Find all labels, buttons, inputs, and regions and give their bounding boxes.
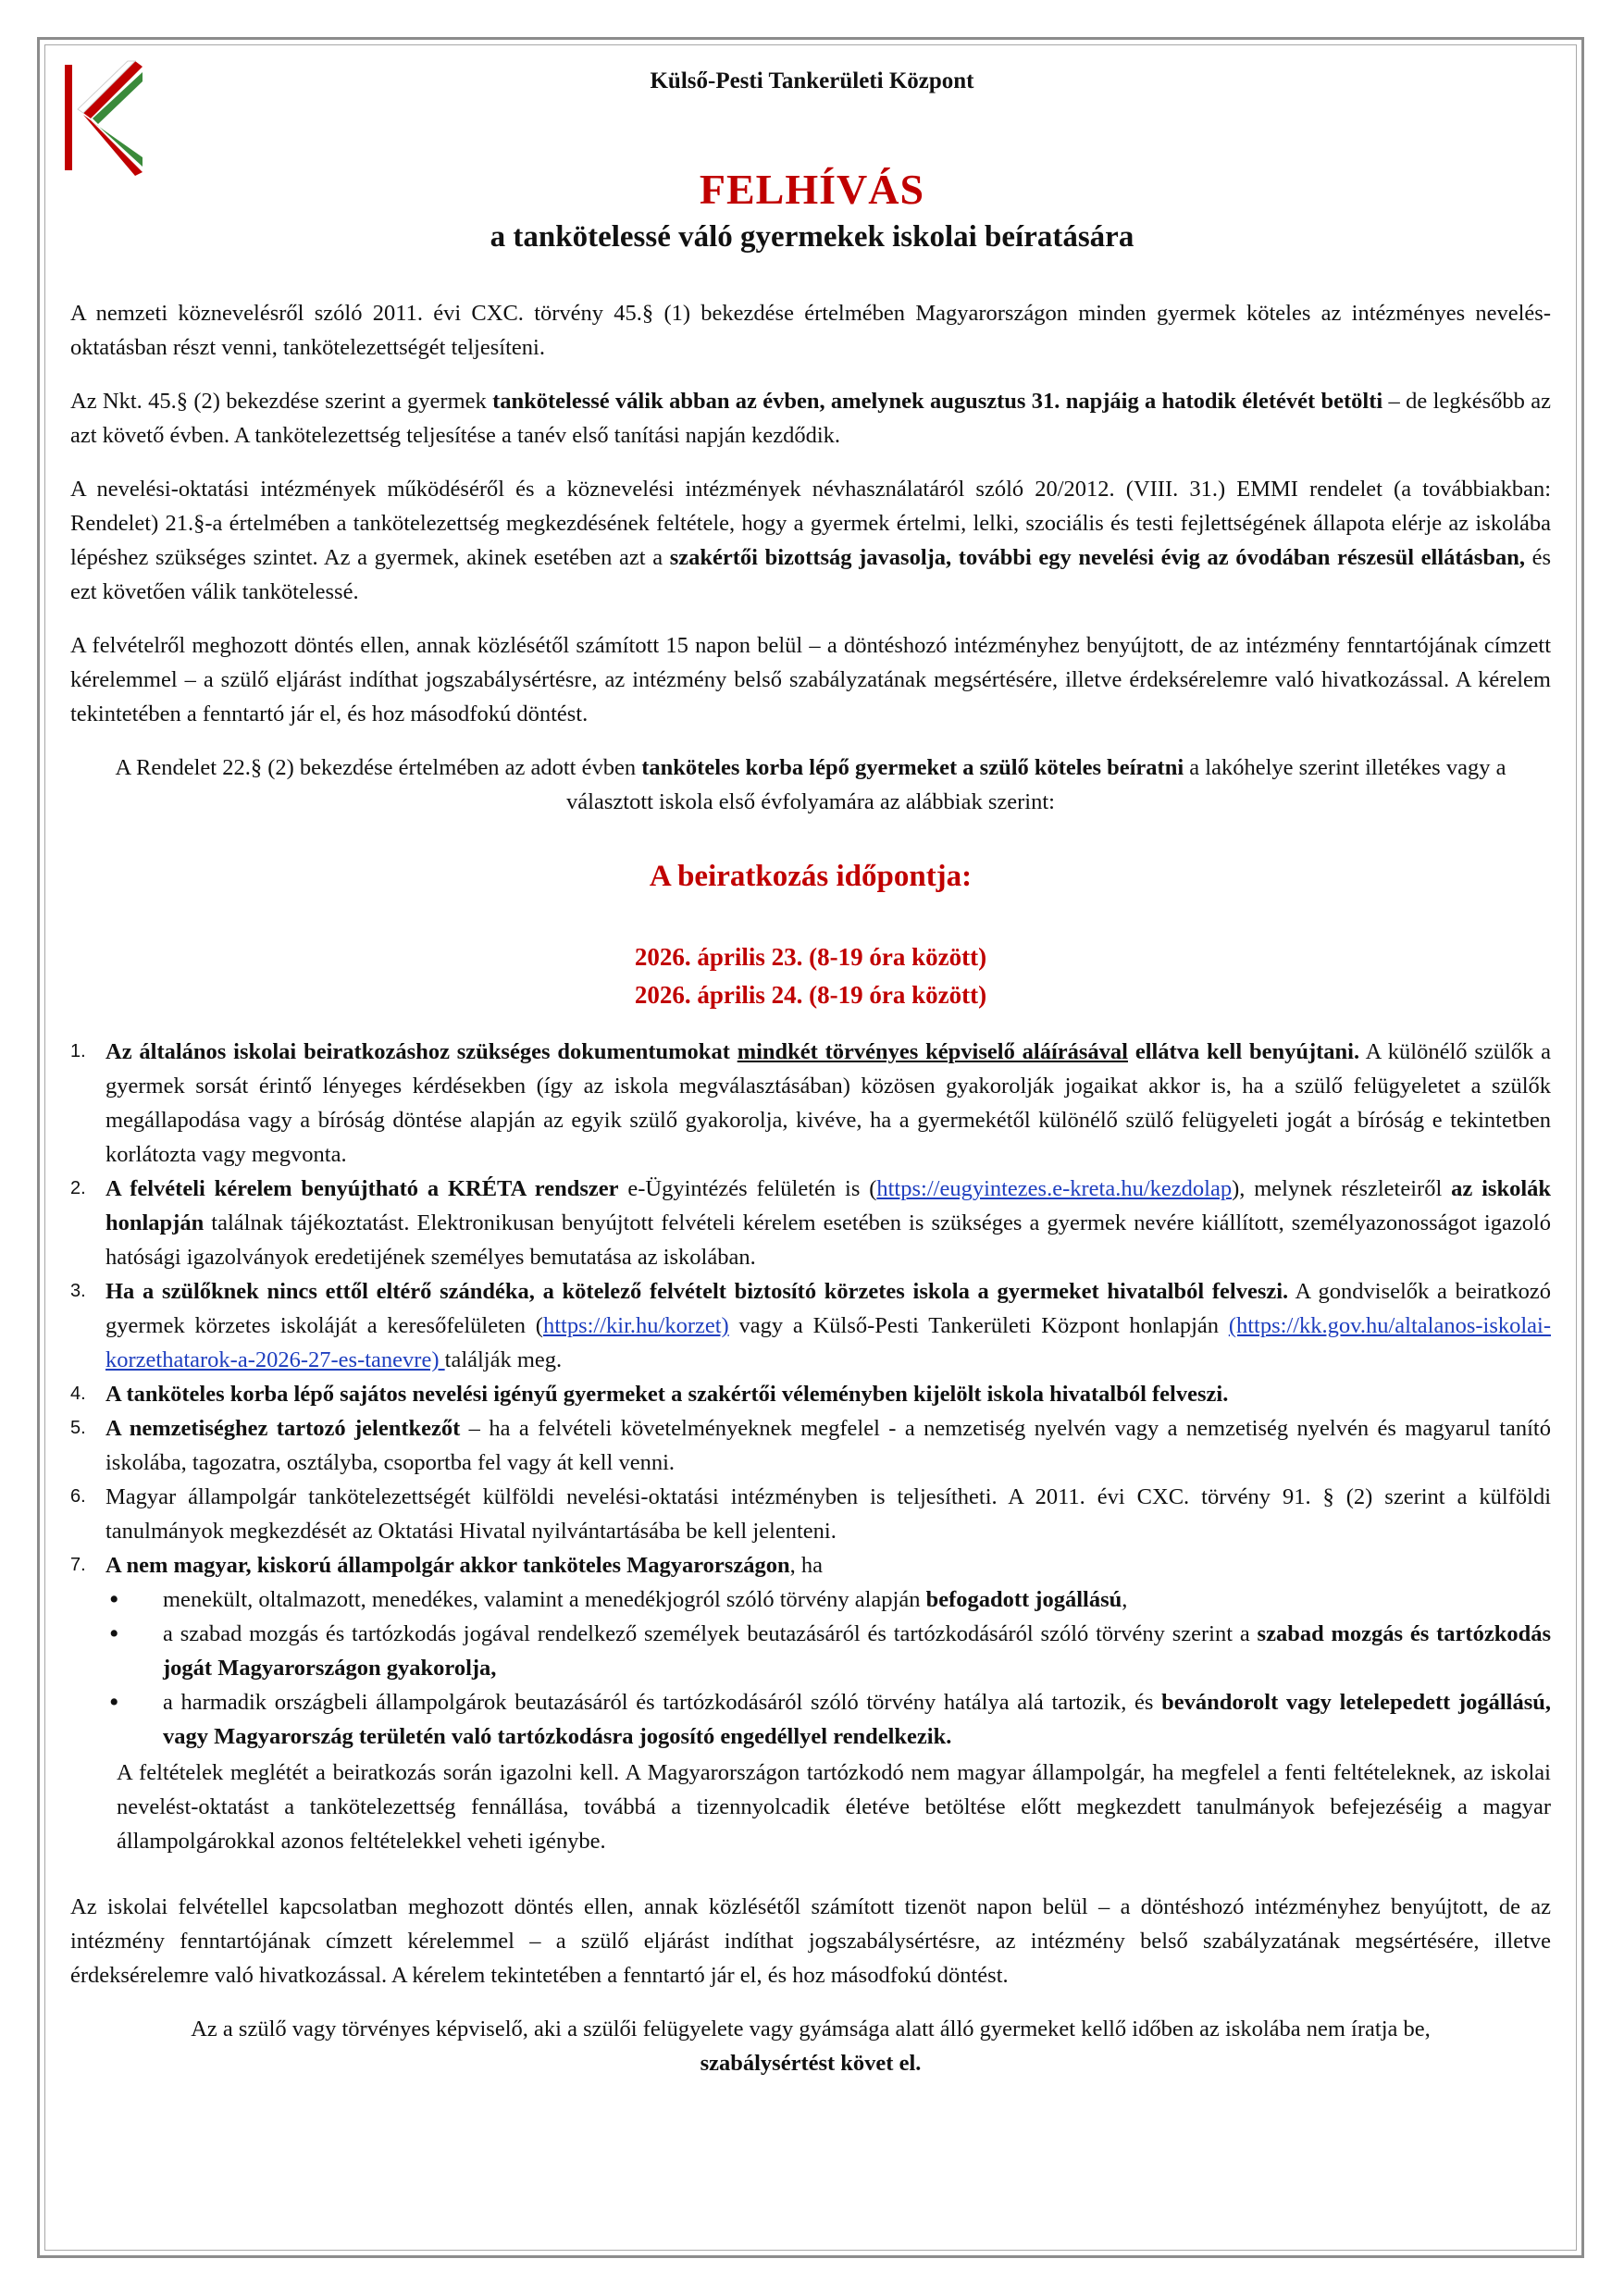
enrollment-date-2: 2026. április 24. (8-19 óra között) [634, 981, 987, 1009]
paragraph-offense: Az a szülő vagy törvényes képviselő, aki a szülői felügyelete vagy gyámsága alatt álló gyermeket kellő időben az iskolába nem íratja be, szabálysértést követ el. [191, 2017, 1431, 2076]
paragraph-enroll-duty: A Rendelet 22.§ (2) bekezdése értelmében az adott évben tanköteles korba lépő gyermeket a szülő köteles beíratni a lakóhelye szerint illetékes vagy a választott iskola első évfolyamára az alábbiak szerint: [115, 755, 1506, 814]
kreta-link[interactable]: https://eugyintezes.e-kreta.hu/kezdolap [876, 1176, 1233, 1201]
enrollment-date-1: 2026. április 23. (8-19 óra között) [634, 943, 987, 971]
list-item-5: 5. A nemzetiséghez tartozó jelentkezőt – ha a felvételi követelményeknek megfelel - a nemzetiség nyelvén vagy a nemzetiség nyelvén és magyarul tanító iskolába, tagozatra, osztályba, csoportba fel vagy át kell venni. [70, 1411, 1551, 1480]
list-item-6: 6. Magyar állampolgár tankötelezettségét külföldi nevelési-oktatási intézményben is teljesítheti. A 2011. évi CXC. törvény 91. § (2) szerint a külföldi tanulmányok megkezdését az Oktatási Hivatal nyilvántartásába be kell jelenteni. [70, 1480, 1551, 1548]
bullet-icon: • [107, 1620, 121, 1647]
paragraph-appeal: Az iskolai felvétellel kapcsolatban meghozott döntés ellen, annak közlésétől számított tizenöt napon belül – a döntéshozó intézményhez benyújtott, de az intézmény fenntartójának címzett kérelemmel – a szülő eljárást indíthat jogszabálysértésre, az intézmény belső szabályzatának megsértésére, illetve érdeksérelemre való hivatkozással. A kérelem tekintetében a fenntartó jár el, és hoz másodfokú döntést. [70, 1894, 1551, 1988]
enrollment-heading: A beiratkozás időpontja: [649, 860, 973, 893]
organization-name: Külső-Pesti Tankerületi Központ [650, 68, 974, 93]
list-number: 5. [70, 1418, 86, 1438]
list-item-2: 2. A felvételi kérelem benyújtható a KRÉTA rendszer e-Ügyintézés felületén is (https://eugyintezes.e-kreta.hu/kezdolap), melynek részleteiről az iskolák honlapján találnak tájékoztatást. Elektronikusan benyújtott felvételi kérelem esetében is szükséges a gyermek nevére kiállított, személyazonosságot igazoló hatósági igazolványok eredetijének személyes bemutatása az iskolában. [70, 1172, 1551, 1274]
page-subtitle: a tankötelessé váló gyermekek iskolai beíratására [490, 220, 1134, 254]
list-number: 7. [70, 1555, 86, 1575]
page-title: FELHÍVÁS [699, 166, 925, 213]
paragraph-rendelet: A nevelési-oktatási intézmények működéséről és a köznevelési intézmények névhasználatáról szóló 20/2012. (VIII. 31.) EMMI rendelet (a továbbiakban: Rendelet) 21.§-a értelmében a tankötelezettség megkezdésének feltétele, hogy a gyermek értelmi, lelki, szociális és testi fejlettségének állapota elérje az iskolába lépéshez szükséges szintet. Az a gyermek, akinek esetében azt a szakértői bizottság javasolja, további egy nevelési évig az óvodában részesül ellátásban, és ezt követően válik tankötelessé. [70, 477, 1551, 604]
list-number: 3. [70, 1281, 86, 1301]
bullet-icon: • [107, 1689, 121, 1716]
list-item-1: 1. Az általános iskolai beiratkozáshoz szükséges dokumentumokat mindkét törvényes képviselő aláírásával ellátva kell benyújtani. A különélő szülők a gyermek sorsát érintő lényeges kérdésekben (így az iskola megválasztásában) közösen gyakorolják jogaikat akkor is, ha a szülő felügyeletet a szülők megállapodása vagy a bíróság döntése alapján az egyik szülő gyakorolja, kivéve, ha a gyermekétől különélő szülő felügyeleti jogát a bíróság e tekintetben korlátozta vagy megvonta. [70, 1035, 1551, 1172]
list-number: 2. [70, 1178, 86, 1198]
bullet-icon: • [107, 1586, 121, 1613]
bullet-item-2: • a szabad mozgás és tartózkodás jogával rendelkező személyek beutazásáról és tartózkodásáról szóló törvény szerint a szabad mozgás és tartózkodás jogát Magyarországon gyakorolja, [70, 1617, 1551, 1685]
kk-korzethatarok-link[interactable]: (https://kk.gov.hu/altalanos-iskolai-korzethatarok-a-2026-27-es-tanevre) [105, 1313, 1551, 1372]
numbered-list [70, 1035, 1551, 1582]
list-item-7: 7. A nem magyar, kiskorú állampolgár akkor tanköteles Magyarországon, ha [70, 1548, 1551, 1582]
document-body [70, 296, 1551, 2100]
list-number: 1. [70, 1041, 86, 1061]
list-number: 6. [70, 1486, 86, 1507]
list-number: 4. [70, 1384, 86, 1404]
list-item-4: 4. A tanköteles korba lépő sajátos nevelési igényű gyermeket a szakértői véleményben kijelölt iskola hivatalból felveszi. [70, 1377, 1551, 1411]
paragraph-conditions: A feltételek meglétét a beiratkozás során igazolni kell. A Magyarországon tartózkodó nem magyar állampolgár, ha megfelel a fenti feltételeknek, az iskolai nevelést-oktatást a tankötelezettség fennállása, továbbá a tizennyolcadik életéve betöltése előtt megkezdett tanulmányok befejezéséig a magyar állampolgárokkal azonos feltételekkel veheti igénybe. [117, 1760, 1551, 1854]
list-item-3: 3. Ha a szülőknek nincs ettől eltérő szándéka, a kötelező felvételt biztosító körzetes iskola a gyermeket hivatalból felveszi. A gondviselők a beiratkozó gyermek körzetes iskoláját a keresőfelületen (https://kir.hu/korzet) vagy a Külső-Pesti Tankerületi Központ honlapján (https://kk.gov.hu/altalanos-iskolai-korzethatarok-a-2026-27-es-tanevre) találják meg. [70, 1274, 1551, 1377]
bullet-item-3: • a harmadik országbeli állampolgárok beutazásáról és tartózkodásáról szóló törvény hatálya alá tartozik, és bevándorolt vagy letelepedett jogállású, vagy Magyarország területén való tartózkodásra jogosító engedéllyel rendelkezik. [70, 1685, 1551, 1754]
paragraph-law: A nemzeti köznevelésről szóló 2011. évi CXC. törvény 45.§ (1) bekezdése értelmében Magyarországon minden gyermek köteles az intézményes nevelés-oktatásban részt venni, tankötelezettségét teljesíteni. [70, 301, 1551, 360]
kir-korzet-link[interactable]: https://kir.hu/korzet) [542, 1313, 729, 1338]
paragraph-nkt: Az Nkt. 45.§ (2) bekezdése szerint a gyermek tankötelessé válik abban az évben, amelynek augusztus 31. napjáig a hatodik életévét betölti – de legkésőbb az azt követő évben. A tankötelezettség teljesítése a tanév első tanítási napján kezdődik. [70, 389, 1551, 448]
paragraph-appeal-15days: A felvételről meghozott döntés ellen, annak közlésétől számított 15 napon belül – a döntéshozó intézményhez benyújtott, de az intézmény fenntartójának címzett kérelemmel – a szülő eljárást indíthat jogszabálysértésre, az intézmény belső szabályzatának megsértésére, illetve érdeksérelemre való hivatkozással. A kérelem tekintetében a fenntartó jár el, és hoz másodfokú döntést. [70, 633, 1551, 726]
bullet-list [70, 1582, 1551, 1754]
bullet-item-1: • menekült, oltalmazott, menedékes, valamint a menedékjogról szóló törvény alapján befogadott jogállású, [70, 1582, 1551, 1617]
enrollment-dates [70, 938, 1551, 1014]
